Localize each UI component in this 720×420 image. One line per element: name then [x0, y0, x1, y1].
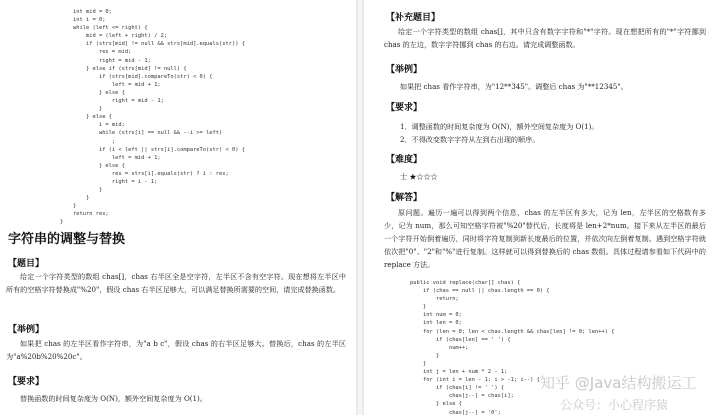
difficulty-stars: ★☆☆☆	[409, 172, 438, 181]
example-text: 如果把 chas 的左半区看作字符串，为"a b c"，假设 chas 的右半区足够大。替换后，chas 的左半区为"a%20b%20%20c"。	[6, 339, 346, 361]
problem-label: 【题目】	[8, 259, 45, 269]
section-title: 字符串的调整与替换	[8, 232, 126, 247]
watermark	[540, 372, 720, 420]
answer-label: 【解答】	[386, 193, 423, 203]
difficulty-label: 【难度】	[386, 155, 423, 165]
watermark-account: 公众号：小心程序猿	[560, 398, 669, 412]
requirement-text: 替换函数的时间复杂度为 O(N)，额外空间复杂度为 O(1)。	[20, 394, 207, 403]
difficulty-level: 士	[400, 172, 408, 181]
watermark-zhihu: 知乎 @Java结构搬运工	[540, 374, 697, 392]
requirement-label: 【要求】	[8, 377, 45, 387]
replace-code: public void replace(char[] chas) { if (chas == null || chas.length == 0) { return; } int num = 0; int len = 0; for (len = 0; len < chas.length && chas[len] != 0; len++) { if (chas[len] == ' ') { num++; } } int j = len + num * 2 - 1; for (int i = len - 1; i > -1; i--) { if (chas[i] != ' ') { chas[j--] = chas[i]; } else { chas[j--] = '0';	[410, 280, 615, 415]
requirement-item-2: 2．不得改变数字字符从左到右出现的顺序。	[400, 135, 540, 144]
problem-text: 给定一个字符类型的数组 chas[]，chas 右半区全是空字符，左半区不含有空字符。现在想将左半区中所有的空格字符替换成"%20"，假设 chas 右半区足够大，可以满足替换所需要的空间，请完成替换函数。	[6, 272, 346, 294]
requirement-label-right: 【要求】	[386, 103, 423, 113]
difficulty-rating	[400, 172, 438, 182]
example-text-right: 如果把 chas 看作字符串，为"12**345"。调整后 chas 为"**12345"。	[400, 82, 628, 91]
example-label: 【举例】	[8, 325, 45, 335]
example-label-right: 【举例】	[386, 65, 423, 75]
right-page	[364, 0, 720, 415]
binary-search-code: int mid = 0; int i = 0; while (left <= right) { mid = (left + right) / 2; if (strs[mid] != null && strs[mid].equals(str)) { res = mid; right = mid - 1; } else if (strs[mid] != null) { if (strs[mid].compareTo(str) < 0) { left = mid + 1; } else { right = mid - 1; } } else { i = mid; while (strs[i] == null && --i >= left) ; if (i < left || strs[i].compareTo(str) < 0) { left = mid + 1; } else { res = strs[i].equals(str) ? i : res; right = i - 1; } } } return res; }	[60, 9, 245, 226]
left-page	[0, 0, 356, 415]
answer-text: 原问题。遍历一遍可以得到两个信息，chas 的左半区有多大，记为 len，左半区的空格数有多少，记为 num，那么可知空格字符被"%20"替代后，长度将是 len+2*num。接下来从左半区的最后一个字符开始倒着遍历，同时将字符复制到新长度最后的位置，并依次向左倒着复制。遇到空格字符就依次把"0"、"2"和"%"进行复制。这样就可以得到替换后的 chas 数组。具体过程请参看如下代码中的 replace 方法。	[384, 208, 706, 269]
supplement-text: 给定一个字符类型的数组 chas[]，其中只含有数字字符和"*"字符。现在想把所有的"*"字符挪到 chas 的左边，数字字符挪到 chas 的右边。请完成调整函数。	[384, 27, 706, 49]
page-gutter	[356, 0, 364, 415]
supplement-label: 【补充题目】	[386, 13, 441, 23]
requirement-item-1: 1．调整函数的时间复杂度为 O(N)，额外空间复杂度为 O(1)。	[400, 122, 599, 131]
